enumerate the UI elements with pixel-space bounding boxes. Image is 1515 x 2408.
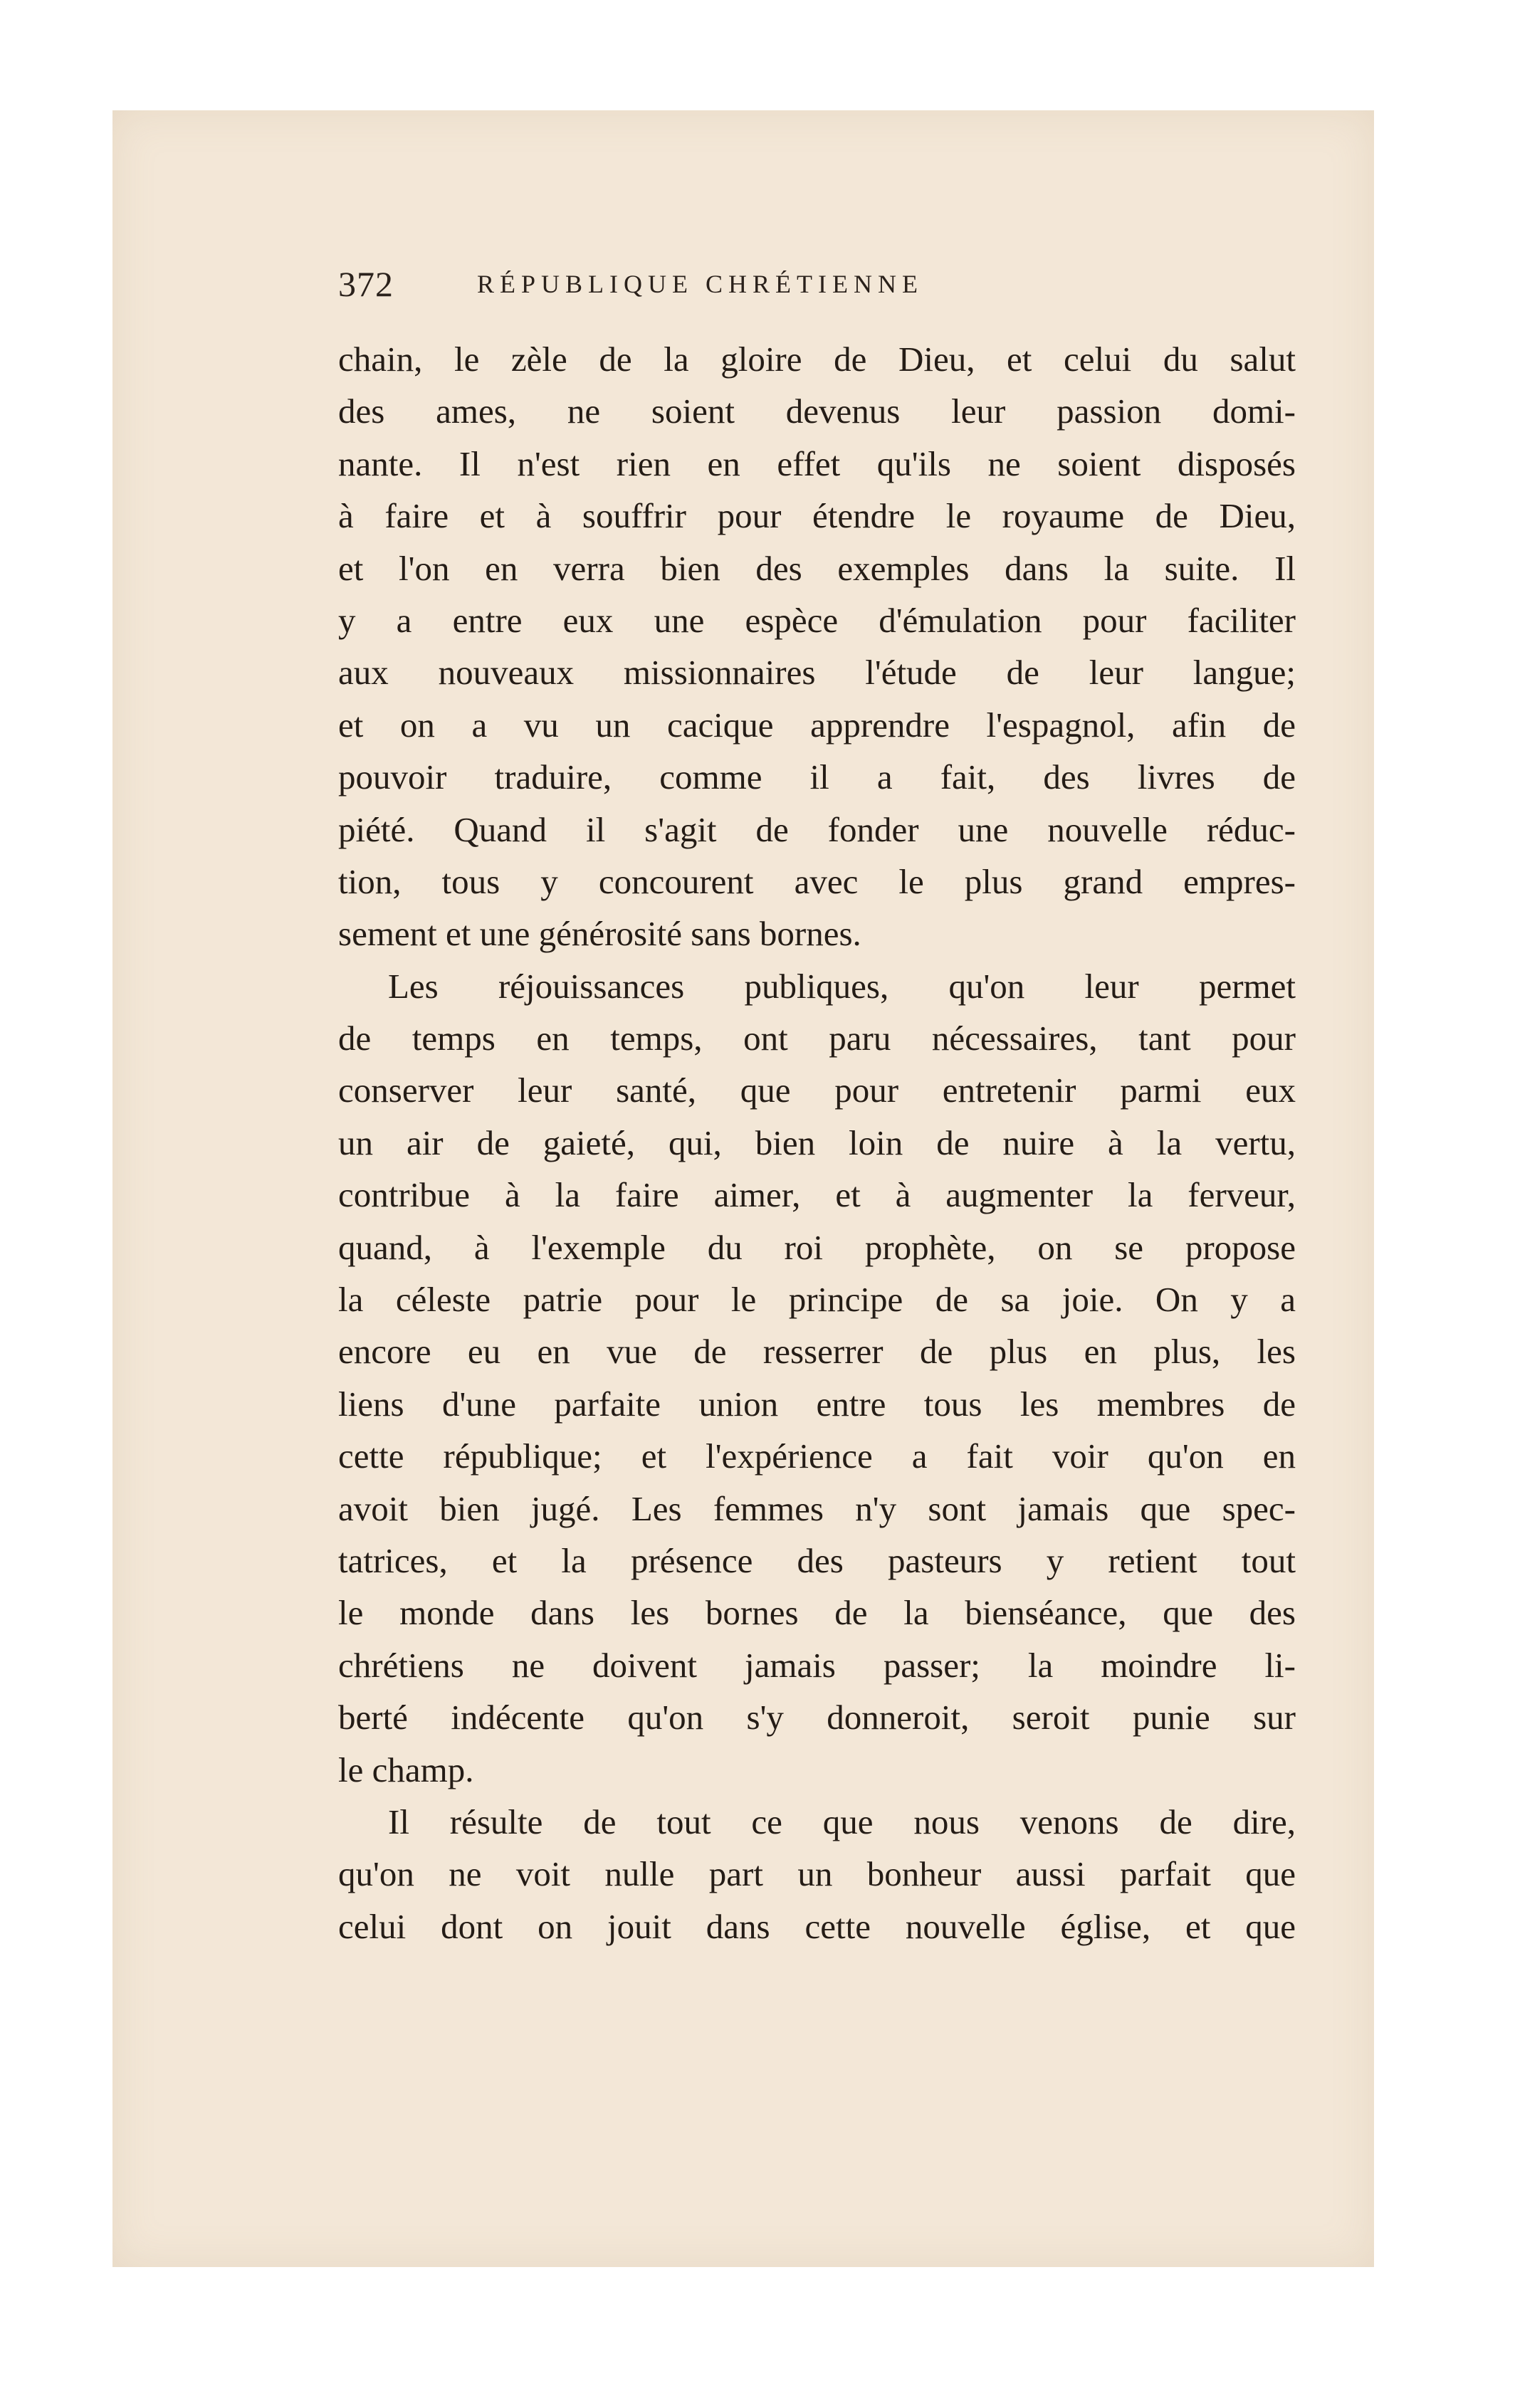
text-line: nante. Il n'est rien en effet qu'ils ne soient disposés: [338, 443, 1296, 483]
text-line: des ames, ne soient devenus leur passion domi-: [338, 391, 1296, 431]
text-line: chrétiens ne doivent jamais passer; la moindre li-: [338, 1645, 1296, 1685]
text-line: un air de gaieté, qui, bien loin de nuire à la vertu,: [338, 1122, 1296, 1162]
text-line: qu'on ne voit nulle part un bonheur aussi parfait que: [338, 1854, 1296, 1894]
text-line: conserver leur santé, que pour entretenir parmi eux: [338, 1071, 1296, 1110]
paragraph-start-line: Il résulte de tout ce que nous venons de dire,: [388, 1802, 1296, 1841]
text-line: à faire et à souffrir pour étendre le royaume de Dieu,: [338, 496, 1296, 536]
text-line: chain, le zèle de la gloire de Dieu, et celui du salut: [338, 340, 1296, 379]
text-line: encore eu en vue de resserrer de plus en plus, les: [338, 1332, 1296, 1372]
text-line: celui dont on jouit dans cette nouvelle église, et que: [338, 1906, 1296, 1946]
text-line: liens d'une parfaite union entre tous les membres de: [338, 1384, 1296, 1424]
text-line: aux nouveaux missionnaires l'étude de leur langue;: [338, 653, 1296, 693]
page-header: [338, 263, 1292, 306]
text-line: tion, tous y concourent avec le plus grand empres-: [338, 861, 1296, 901]
text-line: berté indécente qu'on s'y donneroit, seroit punie sur: [338, 1698, 1296, 1737]
text-line: la céleste patrie pour le principe de sa joie. On y a: [338, 1280, 1296, 1320]
text-line: pouvoir traduire, comme il a fait, des livres de: [338, 757, 1296, 797]
text-line: et on a vu un cacique apprendre l'espagnol, afin de: [338, 705, 1296, 745]
paragraph-end-line: le champ.: [338, 1750, 474, 1789]
body-text: [338, 333, 1296, 1952]
paragraph-start-line: Les réjouissances publiques, qu'on leur permet: [388, 966, 1296, 1006]
text-line: quand, à l'exemple du roi prophète, on se propose: [338, 1227, 1296, 1267]
running-title: RÉPUBLIQUE CHRÉTIENNE: [477, 270, 923, 298]
text-line: piété. Quand il s'agit de fonder une nouvelle réduc-: [338, 809, 1296, 849]
text-line: avoit bien jugé. Les femmes n'y sont jamais que spec-: [338, 1488, 1296, 1528]
text-line: et l'on en verra bien des exemples dans la suite. Il: [338, 548, 1296, 588]
page-number: 372: [338, 264, 394, 304]
text-line: de temps en temps, ont paru nécessaires, tant pour: [338, 1019, 1296, 1058]
paragraph-end-line: sement et une générosité sans bornes.: [338, 914, 861, 954]
text-line: y a entre eux une espèce d'émulation pour faciliter: [338, 600, 1296, 640]
text-line: le monde dans les bornes de la bienséance, que des: [338, 1593, 1296, 1633]
text-line: contribue à la faire aimer, et à augmenter la ferveur,: [338, 1175, 1296, 1215]
text-line: cette république; et l'expérience a fait voir qu'on en: [338, 1436, 1296, 1476]
text-line: tatrices, et la présence des pasteurs y retient tout: [338, 1540, 1296, 1580]
